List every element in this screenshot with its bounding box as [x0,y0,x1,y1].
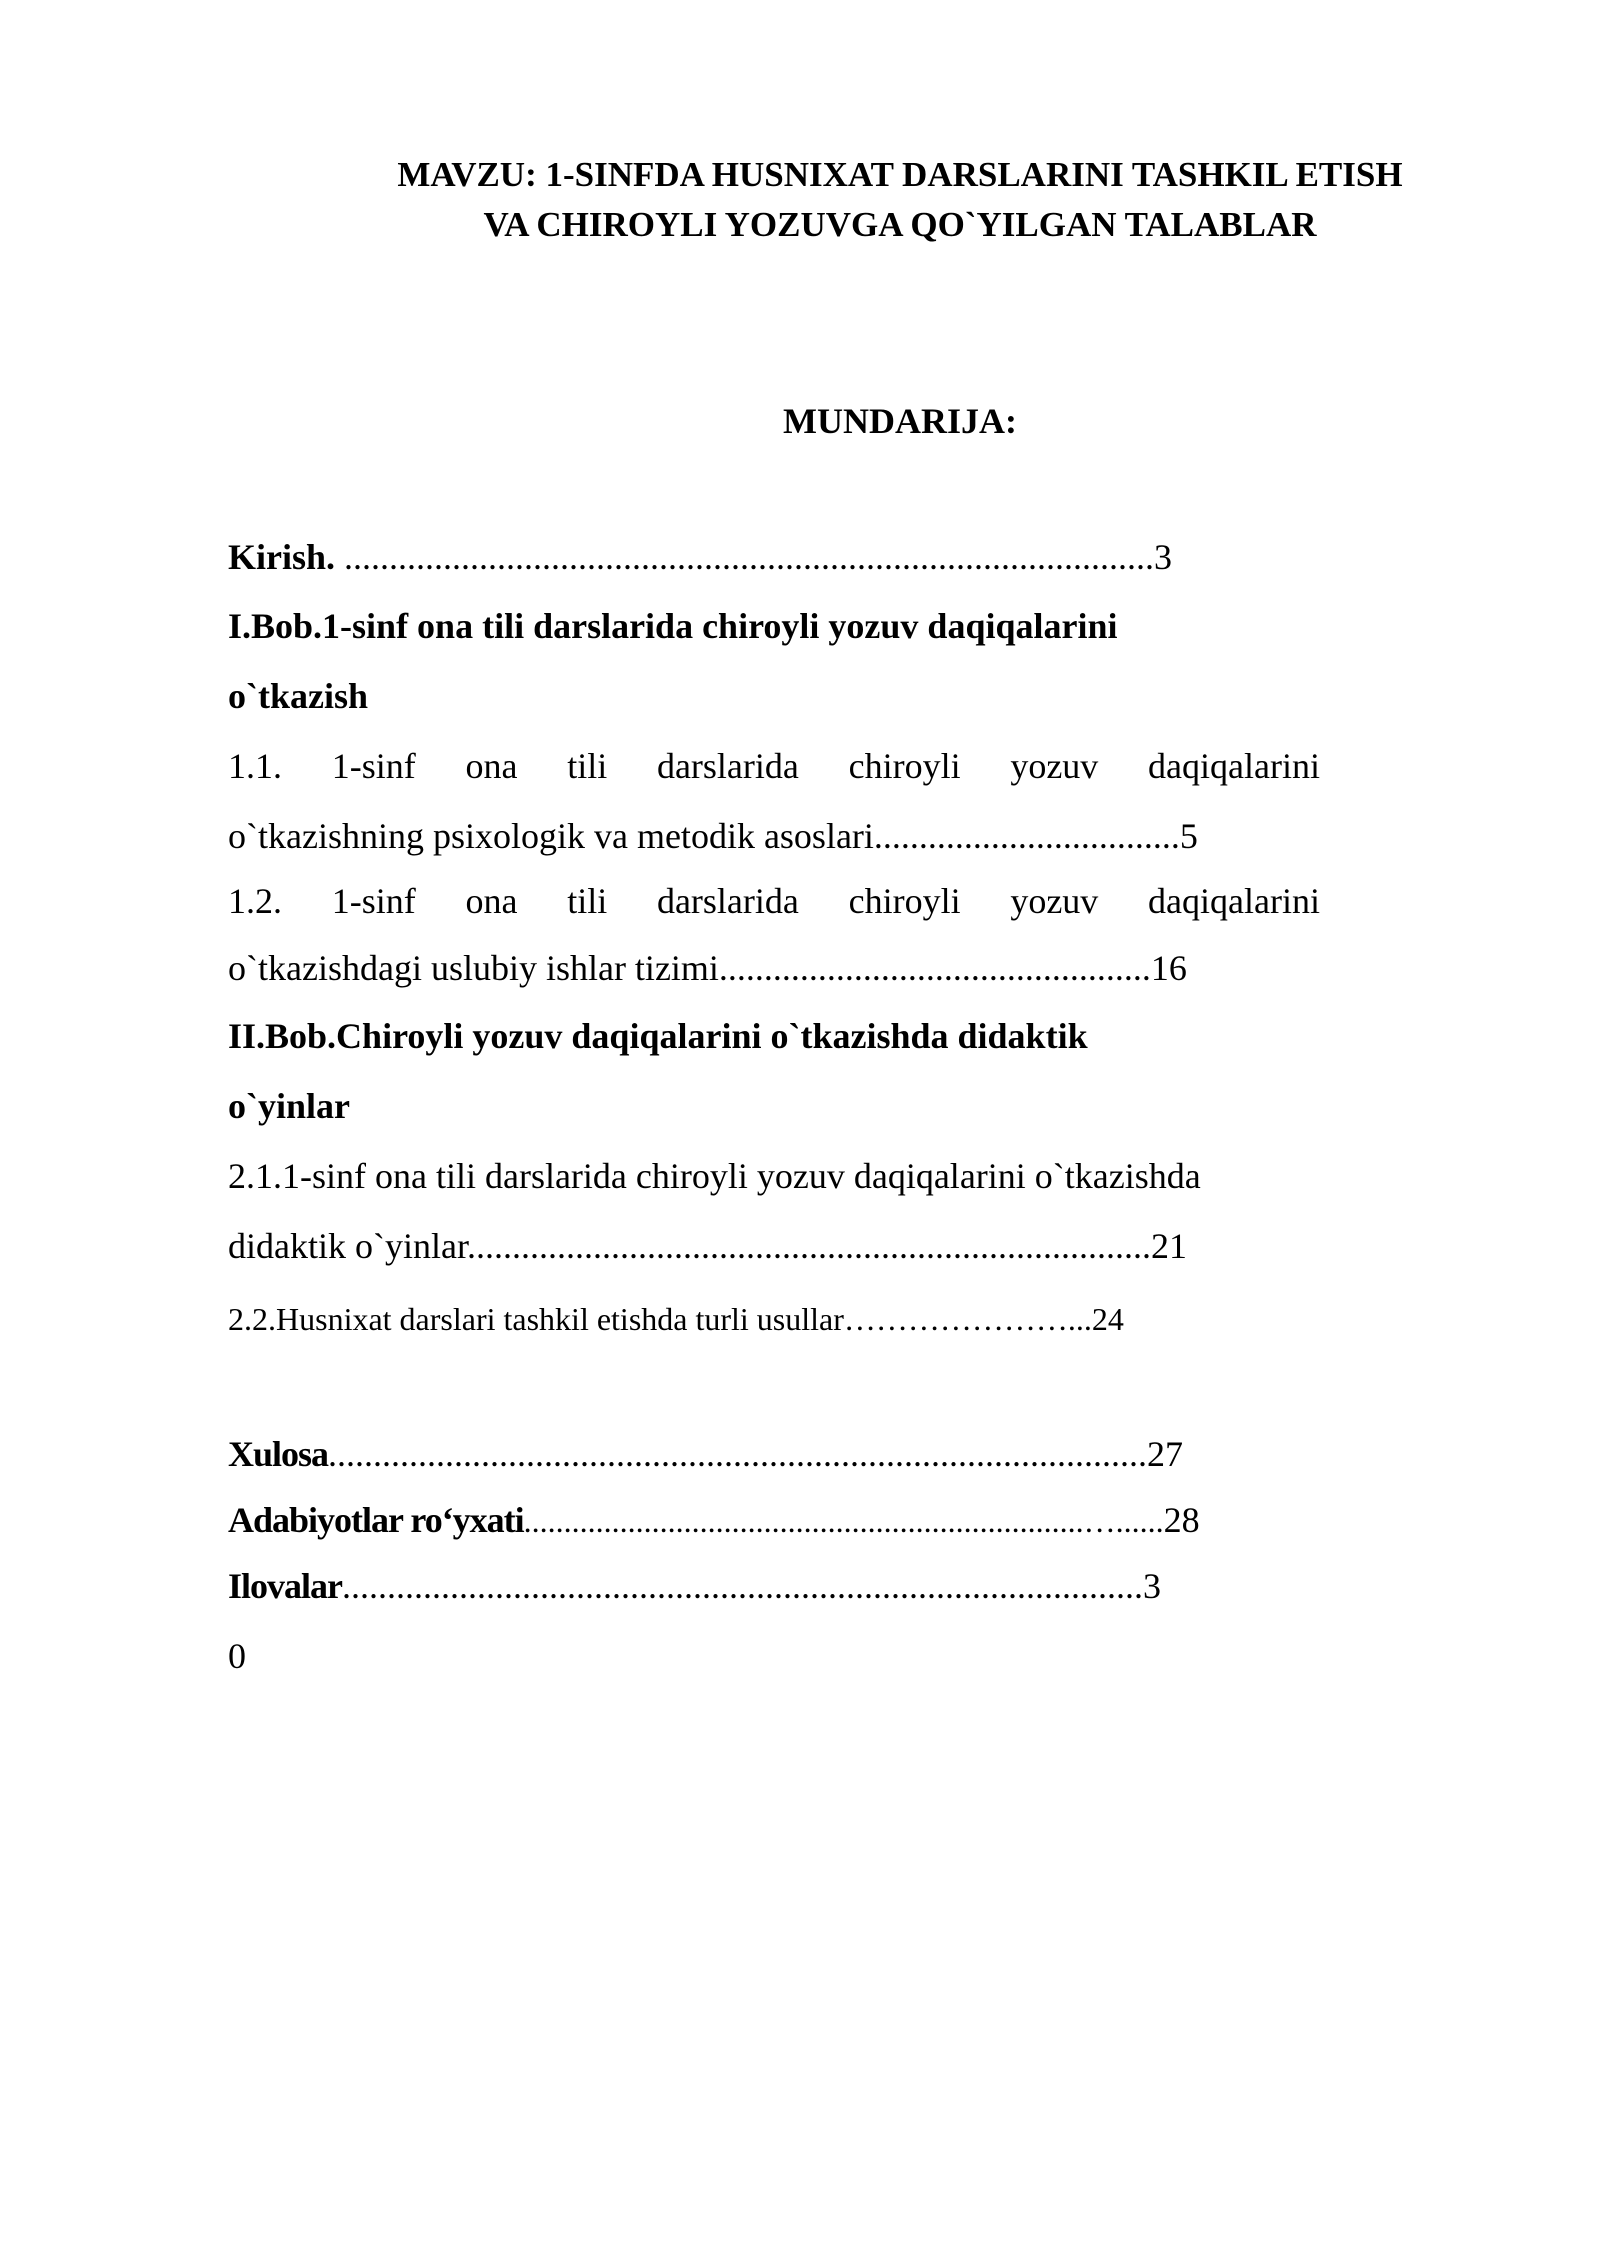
toc-chapter-1-line-2[interactable]: o`tkazish [228,676,369,716]
toc-chapter-2-line-2[interactable]: o`yinlar [228,1086,350,1126]
toc-page-number: 3 [1143,1566,1161,1606]
contents-heading: MUNDARIJA: [783,401,1017,441]
toc-word: daqiqalarini [1148,746,1320,786]
toc-page-number: 3 [1154,537,1173,577]
toc-leader: ......................................................................................... [342,1566,1143,1606]
toc-page-number: 28 [1163,1500,1200,1540]
toc-entry-kirish[interactable] [228,532,1172,582]
toc-label: Xulosa [228,1434,329,1474]
toc-leader: .......................................................................................... [335,537,1155,577]
toc-text: o`tkazishning psixologik va metodik asoslari [228,816,874,856]
toc-word: tili [567,746,608,786]
toc-label: Kirish. [228,537,336,577]
toc-entry-1-1-line-1[interactable] [228,741,1320,791]
toc-word: daqiqalarini [1148,881,1320,921]
toc-entry-2-1-line-1[interactable]: 2.1.1-sinf ona tili darslarida chiroyli yozuv daqiqalarini o`tkazishda [228,1156,1201,1196]
toc-text: 2.2.Husnixat darslari tashkil etishda turli usullar [228,1301,844,1337]
toc-entry-2-1-line-2[interactable] [228,1221,1187,1271]
toc-leader: ........................................................................................... [328,1434,1148,1474]
title-line-2: VA CHIROYLI YOZUVGA QO`YILGAN TALABLAR [483,205,1317,244]
title-line-1: MAVZU: 1-SINFDA HUSNIXAT DARSLARINI TASHKIL ETISH [397,155,1403,194]
toc-leader: ................................................ [718,948,1151,988]
toc-word: yozuv [1010,746,1099,786]
toc-text: didaktik o`yinlar [228,1226,467,1266]
toc-entry-1-2-line-2[interactable] [228,943,1187,993]
toc-leader: ............................................................................ [466,1226,1151,1266]
toc-chapter-2-line-1[interactable]: II.Bob.Chiroyli yozuv daqiqalarini o`tkazishda didaktik [228,1016,1088,1056]
toc-page-number-overflow: 0 [228,1636,246,1676]
toc-entry-1-1-line-2[interactable] [228,811,1198,861]
toc-page-number: 5 [1179,816,1198,856]
toc-label: Adabiyotlar ro‘yxati [228,1500,524,1540]
toc-entry-1-2-line-1[interactable] [228,876,1320,926]
toc-page-number: 27 [1147,1434,1184,1474]
toc-page-number: 24 [1091,1301,1124,1337]
toc-word: 1-sinf [331,746,416,786]
toc-chapter-1-line-1[interactable]: I.Bob.1-sinf ona tili darslarida chiroyli yozuv daqiqalarini [228,606,1118,646]
toc-word: ona [465,881,518,921]
toc-word: ona [465,746,518,786]
toc-word: tili [567,881,608,921]
toc-leader: ......................................................................…...... [523,1503,1164,1539]
toc-word: 1.2. [228,881,282,921]
toc-entry-xulosa[interactable] [228,1429,1183,1479]
toc-word: darslarida [656,881,799,921]
toc-word: darslarida [656,746,799,786]
toc-page-number: 16 [1150,948,1187,988]
toc-word: yozuv [1010,881,1099,921]
toc-entry-ilovalar[interactable] [228,1561,1161,1611]
toc-word: 1-sinf [331,881,416,921]
toc-entry-2-2[interactable] [228,1294,1124,1344]
toc-word: chiroyli [848,746,961,786]
toc-leader: …………………... [843,1301,1092,1337]
toc-page-number: 21 [1150,1226,1187,1266]
document-title [300,150,1500,250]
toc-label: Ilovalar [228,1566,342,1606]
toc-word: 1.1. [228,746,282,786]
toc-entry-adabiyotlar[interactable] [228,1495,1200,1546]
toc-text: o`tkazishdagi uslubiy ishlar tizimi [228,948,719,988]
toc-leader: .................................. [873,816,1180,856]
toc-word: chiroyli [848,881,961,921]
